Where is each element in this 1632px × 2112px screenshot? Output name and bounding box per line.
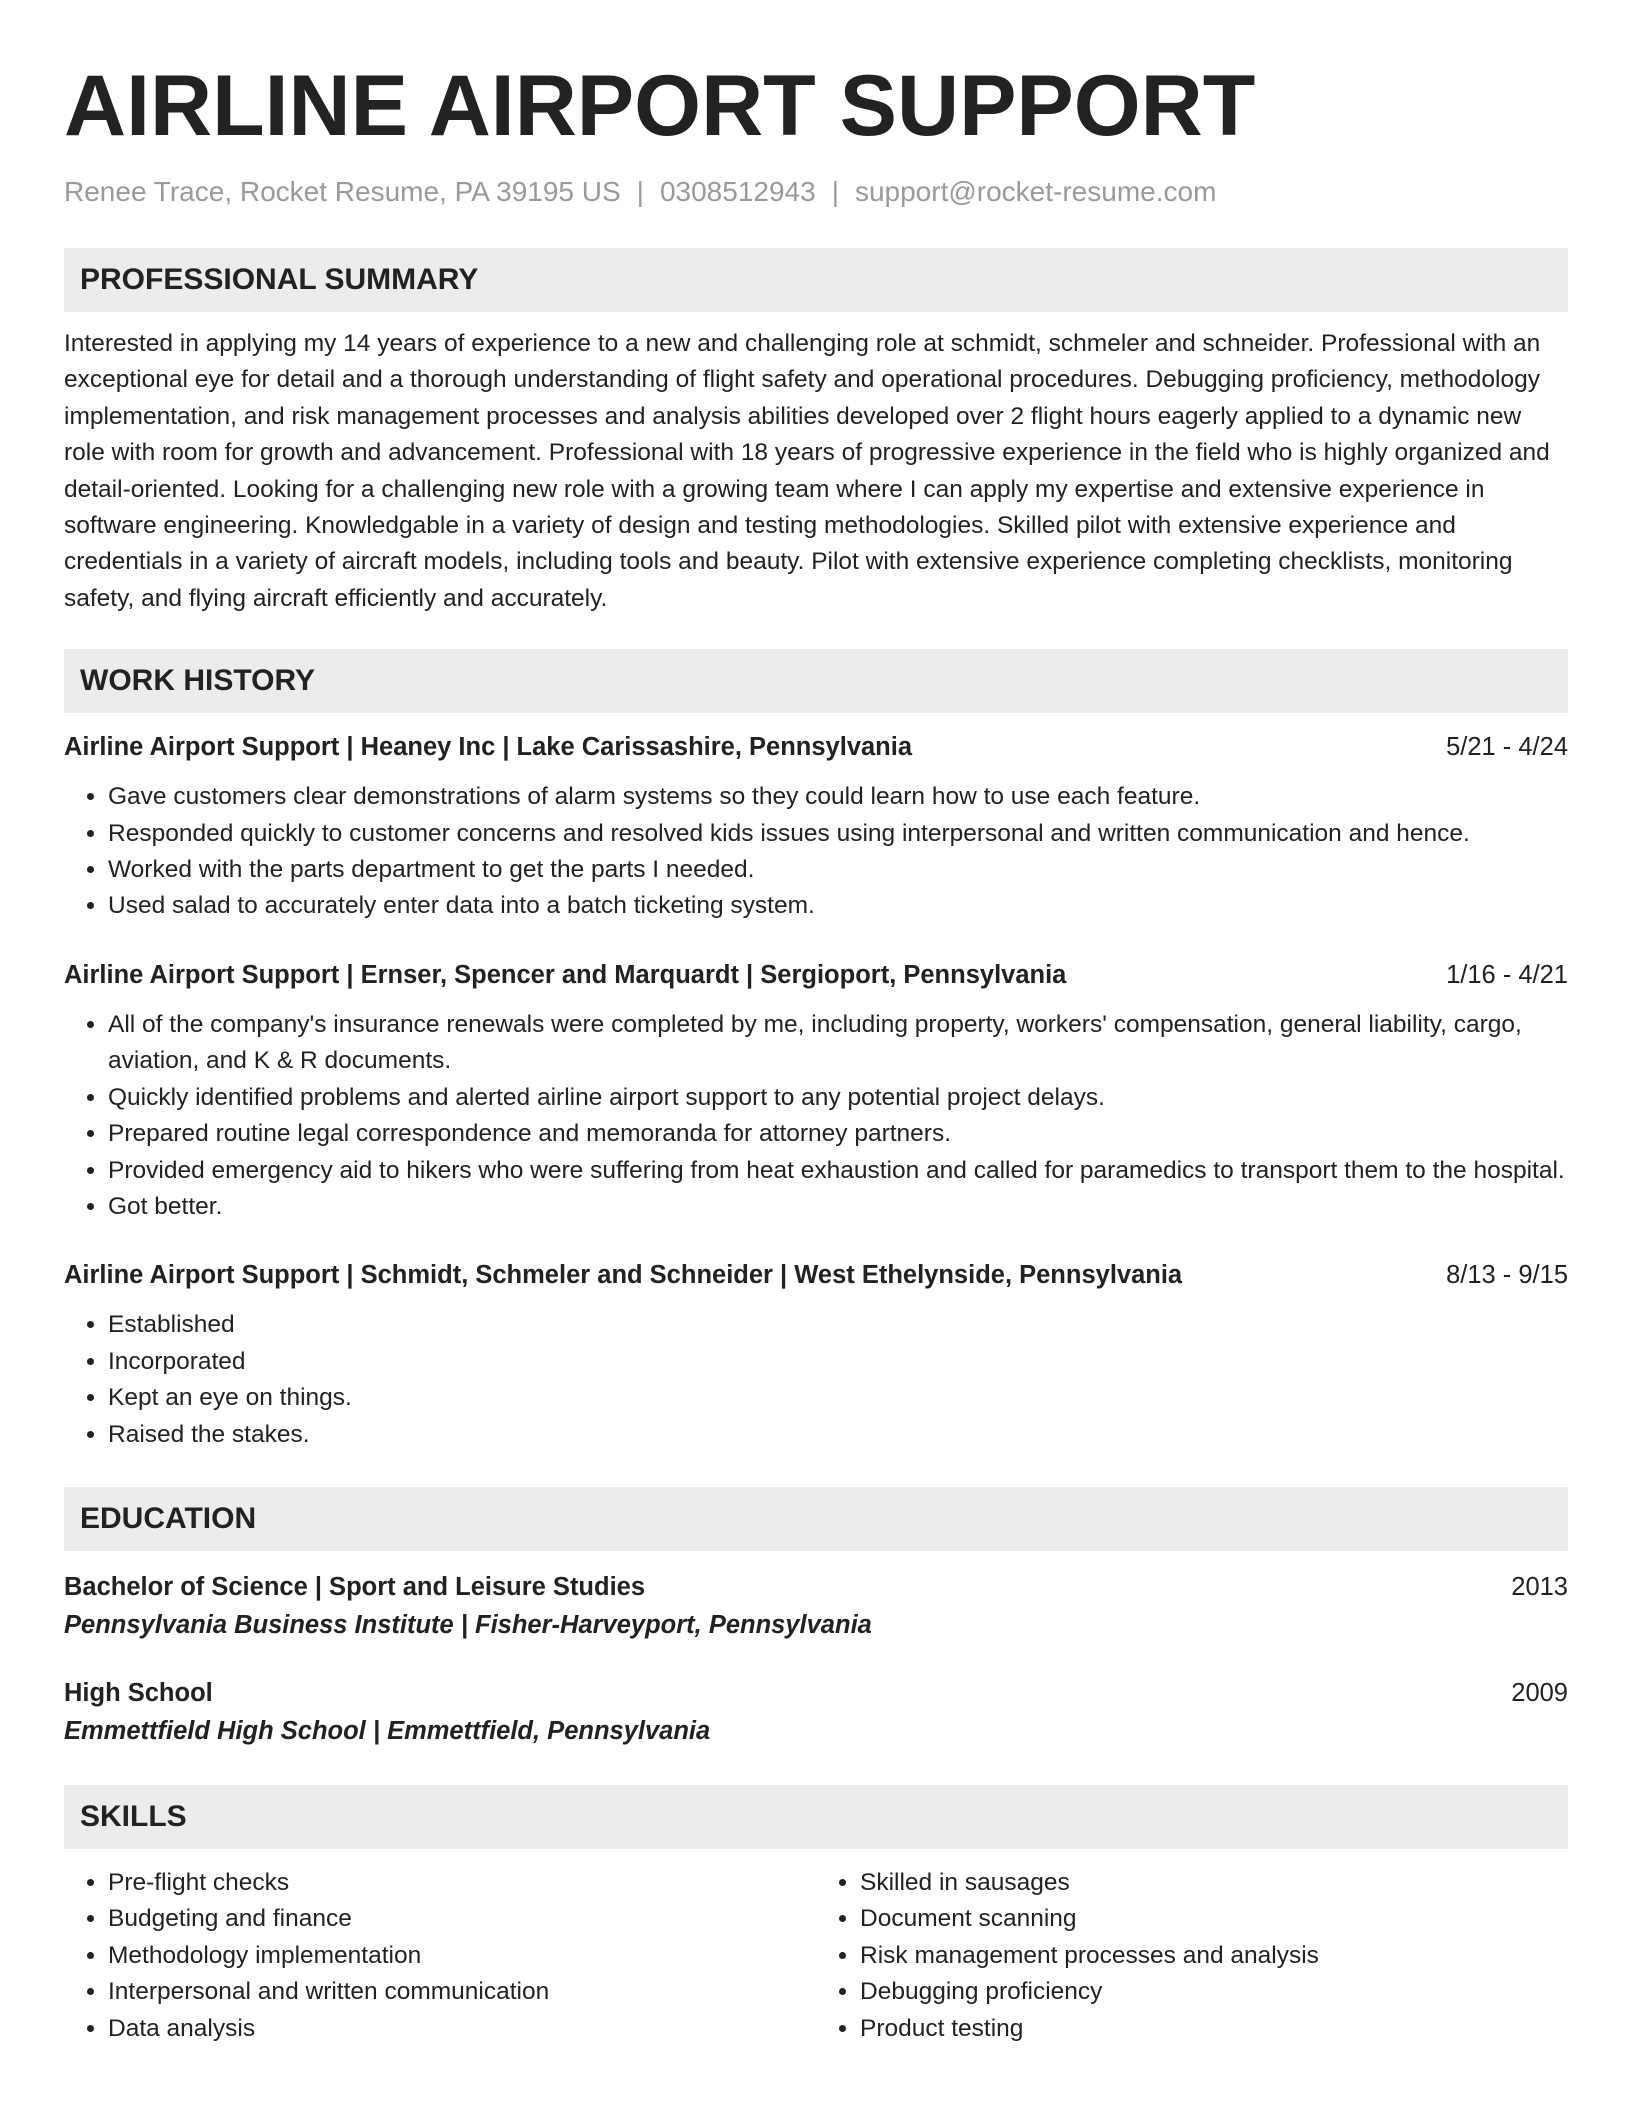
education-degree: Bachelor of Science | Sport and Leisure Studies: [64, 1572, 646, 1601]
education-degree: High School: [64, 1678, 213, 1707]
resume-page: [64, 60, 1568, 2047]
job-bullets: [64, 1307, 1568, 1453]
skill-item: • Skilled in sausages: [860, 1865, 1568, 1901]
job-bullet: • Quickly identified problems and alerted airline airport support to any potential project delays.: [108, 1080, 1568, 1116]
skill-item: • Product testing: [860, 2011, 1568, 2047]
job-bullet: • Responded quickly to customer concerns and resolved kids issues using interpersonal and written communication and hence.: [108, 816, 1568, 852]
job-header: [64, 729, 1568, 765]
job-entry: [64, 957, 1568, 1225]
education-entry: [64, 1675, 1568, 1751]
job-title: Airline Airport Support | Schmidt, Schmeler and Schneider | West Ethelynside, Pennsylvania: [64, 1261, 1183, 1290]
job-bullets: [64, 1007, 1568, 1225]
skills-list-right: [816, 1865, 1568, 2047]
skill-item: • Risk management processes and analysis: [860, 1938, 1568, 1974]
job-bullet: • Incorporated: [108, 1344, 1568, 1380]
education-year: 2009: [1511, 1678, 1568, 1707]
resume-name-title: AIRLINE AIRPORT SUPPORT: [64, 58, 1256, 154]
education-header: [64, 1569, 1568, 1605]
summary-section-heading: PROFESSIONAL SUMMARY: [64, 248, 1568, 312]
summary-text: Interested in applying my 14 years of experience to a new and challenging role at schmidt, schmeler and schneider. Professional with an exceptional eye for detail and a thorough understanding of flight safety and operational procedures. Debugging proficiency, methodology implementation, and risk management processes and analysis abilities developed over 2 flight hours eagerly applied to a dynamic new role with room for growth and advancement. Professional with 18 years of progressive experience in the field who is highly organized and detail-oriented. Looking for a challenging new role with a growing team where I can apply my expertise and extensive experience in software engineering. Knowledgable in a variety of design and testing methodologies. Skilled pilot with extensive experience and credentials in a variety of aircraft models, including tools and beauty. Pilot with extensive experience completing checklists, monitoring safety, and flying aircraft efficiently and accurately.: [64, 330, 1550, 612]
skills-list-left: [64, 1865, 816, 2047]
job-header: [64, 957, 1568, 993]
job-title: Airline Airport Support | Ernser, Spencer and Marquardt | Sergioport, Pennsylvania: [64, 960, 1067, 989]
education-entry: [64, 1569, 1568, 1645]
education-header: [64, 1675, 1568, 1711]
job-bullet: • Established: [108, 1307, 1568, 1343]
skills-section-heading: SKILLS: [64, 1785, 1568, 1849]
skill-item: • Debugging proficiency: [860, 1974, 1568, 2010]
education-section-heading: EDUCATION: [64, 1487, 1568, 1551]
job-bullet: • Kept an eye on things.: [108, 1380, 1568, 1416]
job-header: [64, 1257, 1568, 1293]
job-bullet: • Used salad to accurately enter data into a batch ticketing system.: [108, 888, 1568, 924]
skill-item: • Interpersonal and written communication: [108, 1974, 816, 2010]
contact-line: [64, 174, 1568, 210]
job-dates: 1/16 - 4/21: [1446, 960, 1568, 989]
work-history-section-heading: WORK HISTORY: [64, 649, 1568, 713]
skills-columns: [64, 1865, 1568, 2047]
skill-item: • Methodology implementation: [108, 1938, 816, 1974]
skill-item: • Pre-flight checks: [108, 1865, 816, 1901]
skill-item: • Document scanning: [860, 1901, 1568, 1937]
contact-separator: |: [831, 176, 839, 207]
job-bullet: • Raised the stakes.: [108, 1417, 1568, 1453]
job-bullet: • Got better.: [108, 1189, 1568, 1225]
job-entry: [64, 729, 1568, 925]
skill-item: • Budgeting and finance: [108, 1901, 816, 1937]
job-entry: [64, 1257, 1568, 1453]
education-year: 2013: [1511, 1572, 1568, 1601]
contact-separator: |: [636, 176, 644, 207]
job-bullet: • All of the company's insurance renewals were completed by me, including property, workers' compensation, general liability, cargo, aviation, and K & R documents.: [108, 1007, 1568, 1080]
job-title: Airline Airport Support | Heaney Inc | Lake Carissashire, Pennsylvania: [64, 733, 913, 762]
education-school: Emmettfield High School | Emmettfield, Pennsylvania: [64, 1716, 711, 1745]
job-dates: 8/13 - 9/15: [1446, 1261, 1568, 1290]
job-bullets: [64, 779, 1568, 925]
job-bullet: • Prepared routine legal correspondence and memoranda for attorney partners.: [108, 1116, 1568, 1152]
job-dates: 5/21 - 4/24: [1446, 733, 1568, 762]
skill-item: • Data analysis: [108, 2011, 816, 2047]
contact-email: support@rocket-resume.com: [854, 176, 1217, 207]
contact-address: Renee Trace, Rocket Resume, PA 39195 US: [64, 176, 621, 207]
job-bullet: • Provided emergency aid to hikers who were suffering from heat exhaustion and called for paramedics to transport them to the hospital.: [108, 1153, 1568, 1189]
education-school: Pennsylvania Business Institute | Fisher-Harveyport, Pennsylvania: [64, 1610, 872, 1639]
job-bullet: • Worked with the parts department to get the parts I needed.: [108, 852, 1568, 888]
contact-phone: 0308512943: [659, 176, 816, 207]
job-bullet: • Gave customers clear demonstrations of alarm systems so they could learn how to use each feature.: [108, 779, 1568, 815]
